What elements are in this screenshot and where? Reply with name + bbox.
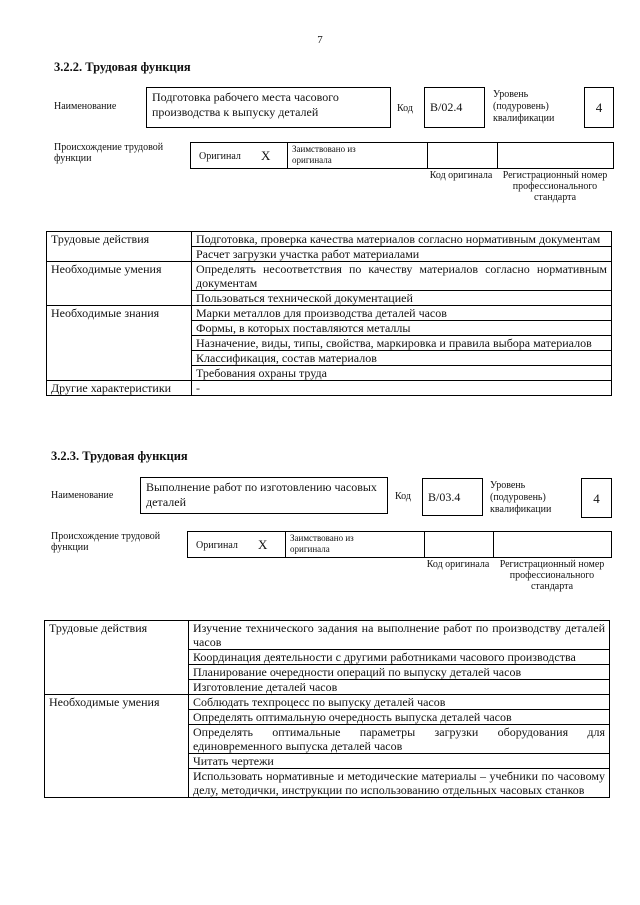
code-value-box-322 (424, 87, 485, 128)
skill-item: Пользоваться технической документацией (192, 291, 612, 306)
name-label-322: Наименование (54, 101, 117, 112)
labor-action-item: Расчет загрузки участка работ материалами (192, 247, 612, 262)
knowledge-item: Требования охраны труда (192, 366, 612, 381)
origin-label-323: Происхождение трудовой функции (51, 531, 161, 553)
page-number: 7 (317, 34, 323, 46)
code-label-322: Код (397, 103, 413, 114)
origin-box-323 (187, 531, 612, 558)
code-value-322: В/02.4 (430, 100, 463, 114)
labor-action-item: Изготовление деталей часов (189, 680, 610, 695)
code-value-box-323 (422, 478, 483, 516)
code-value-323: В/03.4 (428, 490, 461, 504)
name-value-box-322 (146, 87, 391, 128)
knowledge-item: Классификация, состав материалов (192, 351, 612, 366)
section-heading-322: 3.2.2. Трудовая функция (54, 60, 191, 74)
code-original-label-322: Код оригинала (429, 170, 493, 181)
original-label-322: Оригинал (199, 151, 241, 162)
reg-number-label-322: Регистрационный номер профессионального стандарта (502, 170, 608, 203)
labor-actions-label: Трудовые действия (45, 621, 189, 695)
name-value-box-323 (140, 477, 388, 514)
level-label-323: Уровень (подуровень) квалификации (490, 480, 552, 515)
origin-label-322: Происхождение трудовой функции (54, 142, 164, 164)
name-value-323: Выполнение работ по изготовлению часовых деталей (146, 480, 377, 509)
name-value-322: Подготовка рабочего места часового производства к выпуску деталей (152, 90, 339, 119)
labor-action-item: Подготовка, проверка качества материалов согласно нормативным документам (192, 232, 612, 247)
knowledge-item: Марки металлов для производства деталей часов (192, 306, 612, 321)
skill-item: Определять оптимальную очередность выпуска деталей часов (189, 710, 610, 725)
original-label-323: Оригинал (196, 540, 238, 551)
skill-item: Читать чертежи (189, 754, 610, 769)
other-characteristics-label: Другие характеристики (47, 381, 192, 396)
knowledge-item: Формы, в которых поставляются металлы (192, 321, 612, 336)
knowledge-item: Назначение, виды, типы, свойства, маркировка и правила выбора материалов (192, 336, 612, 351)
original-mark-322: X (261, 148, 271, 163)
labor-action-item: Координация деятельности с другими работниками часового производства (189, 650, 610, 665)
code-original-label-323: Код оригинала (426, 559, 490, 570)
labor-function-table-323 (44, 620, 610, 798)
required-knowledge-label: Необходимые знания (47, 306, 192, 381)
code-label-323: Код (395, 491, 411, 502)
required-skills-label: Необходимые умения (47, 262, 192, 306)
name-label-323: Наименование (51, 490, 114, 501)
level-value-box-323 (581, 478, 612, 518)
required-skills-label: Необходимые умения (45, 695, 189, 798)
level-label-322: Уровень (подуровень) квалификации (493, 89, 555, 124)
other-characteristics-value: - (192, 381, 612, 396)
labor-action-item: Изучение технического задания на выполнение работ по производству деталей часов (189, 621, 610, 650)
origin-box-322 (190, 142, 614, 169)
skill-item: Использовать нормативные и методические материалы – учебники по часовому делу, методички, инструкции по использованию отдельных часовых станков (189, 769, 610, 798)
original-mark-323: X (258, 537, 268, 552)
borrowed-label-323: Заимствовано из оригинала (290, 533, 354, 554)
skill-item: Определять несоответствия по качеству материалов согласно нормативным документам (192, 262, 612, 291)
level-value-323: 4 (593, 491, 600, 506)
labor-function-table-322 (46, 231, 612, 396)
reg-number-label-323: Регистрационный номер профессионального стандарта (499, 559, 605, 592)
labor-action-item: Планирование очередности операций по выпуску деталей часов (189, 665, 610, 680)
level-value-322: 4 (595, 100, 603, 115)
skill-item: Определять оптимальные параметры загрузки оборудования для единовременного выпуска деталей часов (189, 725, 610, 754)
section-heading-323: 3.2.3. Трудовая функция (51, 449, 188, 463)
borrowed-label-322: Заимствовано из оригинала (292, 144, 356, 165)
level-value-box-322 (584, 87, 614, 128)
labor-actions-label: Трудовые действия (47, 232, 192, 262)
skill-item: Соблюдать техпроцесс по выпуску деталей часов (189, 695, 610, 710)
